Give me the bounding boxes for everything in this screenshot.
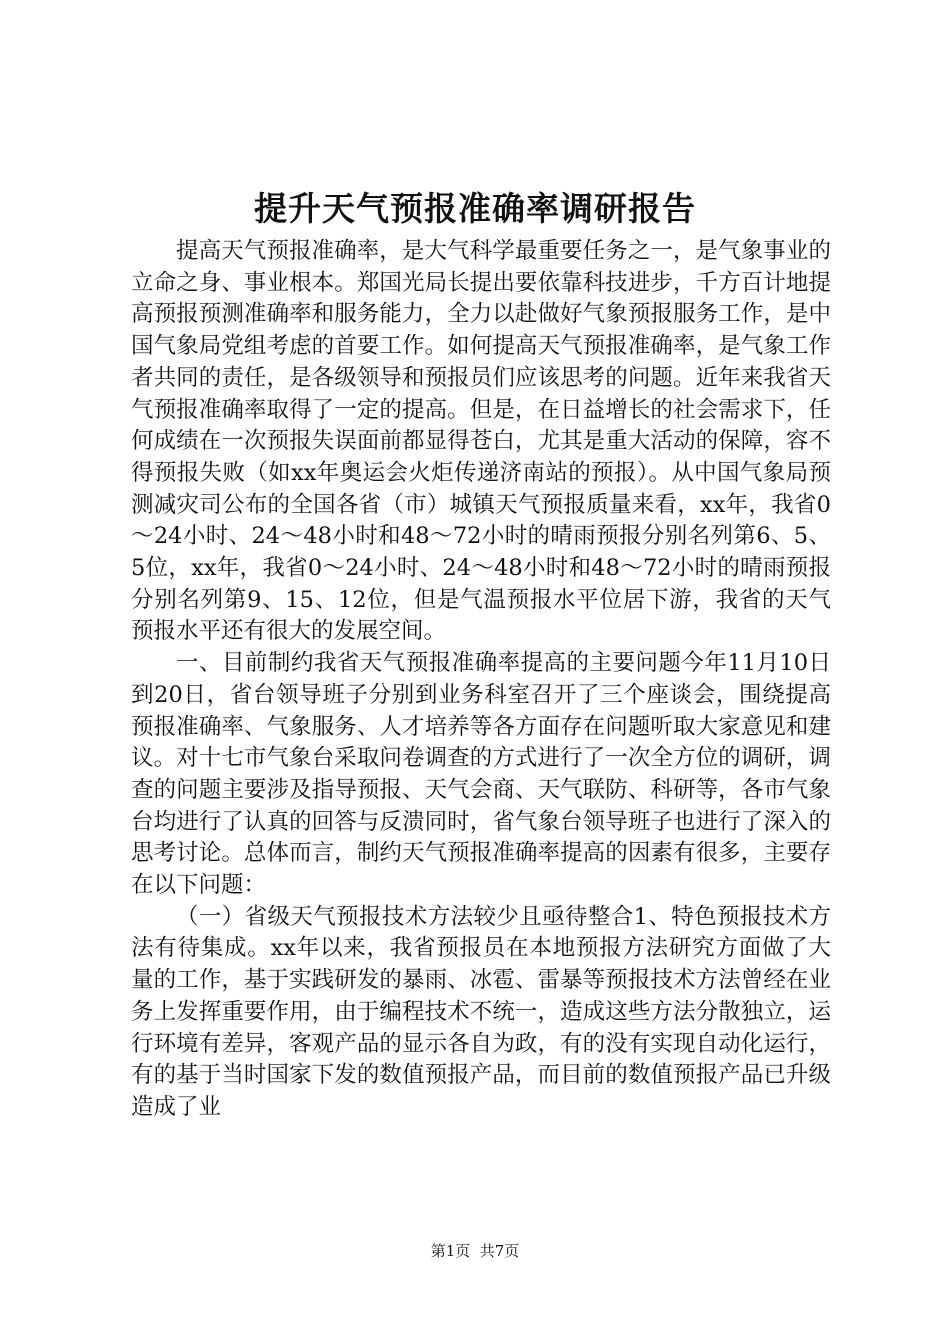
paragraph-2: 一、目前制约我省天气预报准确率提高的主要问题今年11月10日到20日，省台领导班子分别到业务科室召开了三个座谈会，围绕提高预报准确率、气象服务、人才培养等各方面存在问题听取大家意见和建议。对十七市气象台采取问卷调查的方式进行了一次全方位的调研，调查的问题主要涉及指导预报、天气会商、天气联防、科研等，各市气象台均进行了认真的回答与反溃同时，省气象台领导班子也进行了深入的思考讨论。总体而言，制约天气预报准确率提高的因素有很多，主要存在以下问题：	[131, 650, 831, 899]
document-body	[131, 236, 831, 1124]
paragraph-1: 提高天气预报准确率，是大气科学最重要任务之一，是气象事业的立命之身、事业根本。郑国光局长提出要依靠科技进步，千方百计地提高预报预测准确率和服务能力，全力以赴做好气象预报服务工作，是中国气象局党组考虑的首要工作。如何提高天气预报准确率，是气象工作者共同的责任，是各级领导和预报员们应该思考的问题。近年来我省天气预报准确率取得了一定的提高。但是，在日益增长的社会需求下，任何成绩在一次预报失误面前都显得苍白，尤其是重大活动的保障，容不得预报失败（如xx年奥运会火炬传递济南站的预报）。从中国气象局预测减灾司公布的全国各省（市）城镇天气预报质量来看，xx年，我省0～24小时、24～48小时和48～72小时的晴雨预报分别名列第6、5、5位，xx年，我省0～24小时、24～48小时和48～72小时的晴雨预报分别名列第9、15、12位，但是气温预报水平位居下游，我省的天气预报水平还有很大的发展空间。	[131, 238, 831, 645]
page-footer	[0, 1241, 950, 1261]
page-number: 第1页 共7页	[430, 1242, 520, 1260]
paragraph-3: （一）省级天气预报技术方法较少且亟待整合1、特色预报技术方法有待集成。xx年以来，我省预报员在本地预报方法研究方面做了大量的工作，基于实践研发的暴雨、冰雹、雷暴等预报技术方法曾经在业务上发挥重要作用，由于编程技术不统一，造成这些方法分散独立，运行环境有差异，客观产品的显示各自为政，有的没有实现自动化运行，有的基于当时国家下发的数值预报产品，而目前的数值预报产品已升级造成了业	[131, 903, 831, 1120]
document-title: 提升天气预报准确率调研报告	[254, 189, 696, 228]
